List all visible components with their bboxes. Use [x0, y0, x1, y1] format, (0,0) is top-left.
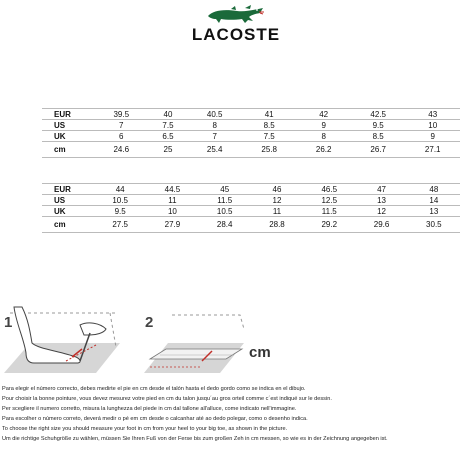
size-cell: 45	[199, 184, 251, 195]
cm-cell: 28.4	[199, 217, 251, 233]
size-cell: 46.5	[303, 184, 355, 195]
size-row-cm	[42, 142, 460, 158]
step-2-number: 2	[145, 314, 154, 331]
size-cell: 14	[408, 195, 460, 206]
instruction-en: To choose the right size you should measure your foot in cm from your heel to your big toe, as shown in the picture.	[2, 426, 288, 432]
crocodile-icon	[205, 4, 267, 26]
size-cell: 43	[405, 109, 460, 120]
cm-cell: 26.7	[351, 142, 406, 158]
row-label: cm	[42, 142, 94, 158]
cm-cell: 30.5	[408, 217, 460, 233]
ruler-measure-illustration	[144, 315, 244, 373]
cm-cell: 25.8	[242, 142, 297, 158]
cm-cell: 29.6	[355, 217, 407, 233]
brand-name: LACOSTE	[191, 25, 281, 44]
size-cell: 8.5	[351, 131, 406, 142]
size-table-1	[42, 108, 460, 158]
cm-cell: 28.8	[251, 217, 303, 233]
size-cell: 8	[187, 120, 242, 131]
size-cell: 7.5	[242, 131, 297, 142]
instruction-de: Um die richtige Schuhgröße zu wählen, müssen Sie Ihren Fuß von der Ferse bis zum großen Zeh in cm messen, so wie es in der Zeichnung angegeben ist.	[2, 436, 388, 442]
size-cell: 42	[296, 109, 351, 120]
size-cell: 9.5	[351, 120, 406, 131]
cm-cell: 25.4	[187, 142, 242, 158]
size-cell: 9.5	[94, 206, 146, 217]
size-cell: 47	[355, 184, 407, 195]
size-row-eur	[42, 184, 460, 195]
size-cell: 40	[149, 109, 188, 120]
cm-cell: 26.2	[296, 142, 351, 158]
row-label: US	[42, 195, 94, 206]
size-row-uk	[42, 206, 460, 217]
size-cell: 8.5	[242, 120, 297, 131]
size-row-cm	[42, 217, 460, 233]
size-cell: 7	[94, 120, 149, 131]
size-cell: 48	[408, 184, 460, 195]
cm-cell: 27.5	[94, 217, 146, 233]
size-cell: 6.5	[149, 131, 188, 142]
size-cell: 44	[94, 184, 146, 195]
step-1-number: 1	[4, 314, 13, 331]
size-cell: 44.5	[146, 184, 198, 195]
size-cell: 7	[187, 131, 242, 142]
size-cell: 42.5	[351, 109, 406, 120]
size-cell: 7.5	[149, 120, 188, 131]
size-cell: 10	[146, 206, 198, 217]
row-label: US	[42, 120, 94, 131]
size-cell: 13	[408, 206, 460, 217]
size-cell: 12	[355, 206, 407, 217]
cm-cell: 25	[149, 142, 188, 158]
instruction-it: Per scegliere il numero corretto, misura la lunghezza del piede in cm dal tallone all'alluce, come indicato nell'immagine.	[2, 406, 297, 412]
size-cell: 6	[94, 131, 149, 142]
size-row-us	[42, 195, 460, 206]
row-label: EUR	[42, 109, 94, 120]
size-row-eur	[42, 109, 460, 120]
size-cell: 8	[296, 131, 351, 142]
row-label: UK	[42, 131, 94, 142]
size-row-us	[42, 120, 460, 131]
size-cell: 12.5	[303, 195, 355, 206]
size-cell: 10.5	[94, 195, 146, 206]
size-cell: 11	[251, 206, 303, 217]
foot-measure-illustration	[4, 307, 120, 373]
size-cell: 13	[355, 195, 407, 206]
instruction-es: Para elegir el número correcto, debes medirte el pie en cm desde el talón hasta el dedo gordo como se indica en el dibujo.	[2, 386, 306, 392]
cm-cell: 24.6	[94, 142, 149, 158]
cm-cell: 27.1	[405, 142, 460, 158]
size-table-2	[42, 183, 460, 233]
instruction-fr: Pour choisir la bonne pointure, vous devez mesurez votre pied en cm du talon jusqu´au gros orteil comme c´est indiqué sur le dessin.	[2, 396, 332, 402]
instruction-pt: Para escolher o número correto, deverá medir o pé em cm desde o calcanhar até ao dedo polegar, como o desenho indica.	[2, 416, 308, 422]
size-row-uk	[42, 131, 460, 142]
size-cell: 11	[146, 195, 198, 206]
brand-logo	[0, 4, 472, 26]
unit-label: cm	[249, 344, 271, 361]
row-label: cm	[42, 217, 94, 233]
size-cell: 11.5	[199, 195, 251, 206]
size-cell: 41	[242, 109, 297, 120]
row-label: EUR	[42, 184, 94, 195]
cm-cell: 29.2	[303, 217, 355, 233]
cm-cell: 27.9	[146, 217, 198, 233]
size-cell: 46	[251, 184, 303, 195]
size-cell: 40.5	[187, 109, 242, 120]
row-label: UK	[42, 206, 94, 217]
size-cell: 9	[405, 131, 460, 142]
size-cell: 11.5	[303, 206, 355, 217]
size-cell: 10	[405, 120, 460, 131]
size-cell: 12	[251, 195, 303, 206]
size-cell: 9	[296, 120, 351, 131]
size-cell: 10.5	[199, 206, 251, 217]
instructions	[2, 384, 470, 444]
size-cell: 39.5	[94, 109, 149, 120]
measure-diagram	[0, 305, 472, 375]
